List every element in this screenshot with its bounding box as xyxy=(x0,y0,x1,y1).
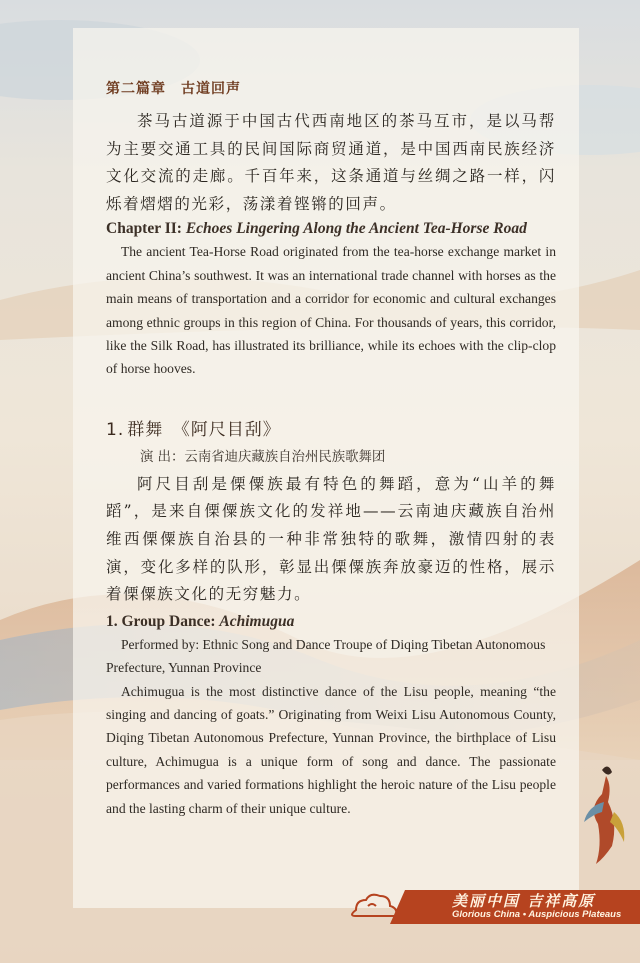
program-heading-zh xyxy=(106,415,556,440)
program-performer-zh: 演 出：云南省迪庆藏族自治州民族歌舞团 xyxy=(140,449,386,465)
program-paragraph-en: Achimugua is the most distinctive dance of the Lisu people, meaning “the singing and dancing of goats.” Originating from Weixi Lisu Autonomous County, Diqing Tibetan Autonomous Prefecture, Yunnan Province, the birthplace of Lisu culture, Achimugua is a unique form of song and dance. The passionate performances and varied formations highlight the heroic nature of the Lisu people and the lasting charm of their unique culture. xyxy=(106,683,556,816)
chapter-heading-en-prefix: Chapter II: xyxy=(106,220,186,238)
chapter-heading-zh: 第二篇章 古道回声 xyxy=(106,81,241,97)
program-heading-en-title: Achimugua xyxy=(219,612,295,630)
chapter-heading-en xyxy=(106,220,556,238)
chapter-heading-en-title: Echoes Lingering Along the Ancient Tea-Horse Road xyxy=(185,220,527,238)
footer-title-zh: 美丽中国 吉祥高原 xyxy=(452,892,596,910)
program-performer-en: Performed by: Ethnic Song and Dance Troupe of Diqing Tibetan Autonomous Prefecture, Yunnan Province xyxy=(106,636,546,676)
footer-title-en: Glorious China • Auspicious Plateaus xyxy=(452,909,622,920)
program-number-zh: 1. xyxy=(106,419,125,440)
program-title-zh: 群舞 《阿尺目刮》 xyxy=(127,419,281,440)
program-heading-en-prefix: 1. Group Dance: xyxy=(106,612,220,630)
program-paragraph-zh: 阿尺目刮是傈僳族最有特色的舞蹈，意为“山羊的舞蹈”，是来自傈僳族文化的发祥地——云南迪庆藏族自治州维西傈僳族自治县的一种非常独特的歌舞，激情四射的表演，变化多样的队形，彰显出傈僳族奔放豪迈的性格，展示着傈僳族文化的无穷魅力。 xyxy=(106,474,556,604)
program-heading-en xyxy=(106,613,556,631)
cloud-ornament-icon xyxy=(350,890,400,920)
content-column xyxy=(106,70,556,820)
chapter-paragraph-zh: 茶马古道源于中国古代西南地区的茶马互市，是以马帮为主要交通工具的民间国际商贸通道，是中国西南民族经济文化交流的走廊。千百年来，这条通道与丝绸之路一样，闪烁着熠熠的光彩，荡漾着铿锵的回声。 xyxy=(106,112,556,213)
dancer-figure-illustration xyxy=(580,762,630,872)
chapter-paragraph-en: The ancient Tea-Horse Road originated from the tea-horse exchange market in ancient China’s southwest. It was an international trade channel with horses as the main means of transportation and a corridor for economic and cultural exchanges among ethnic groups in this region of China. For thousands of years, this corridor, like the Silk Road, has illustrated its brilliance, while its echoes with the clip-clop of horse hooves. xyxy=(106,244,556,377)
